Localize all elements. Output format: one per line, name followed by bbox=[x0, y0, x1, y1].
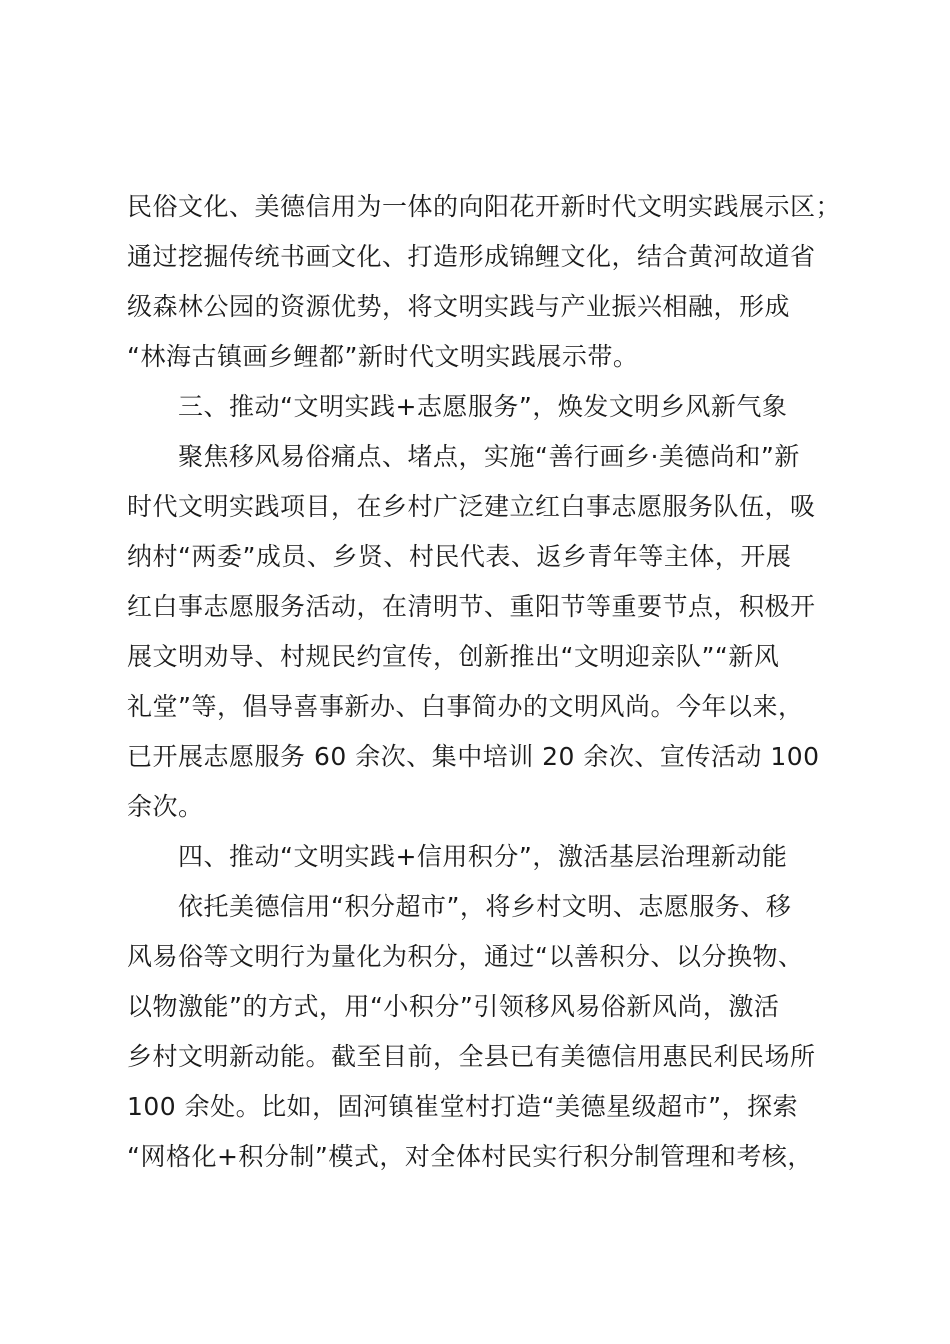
text-line: 余次。 bbox=[127, 792, 204, 821]
text-line: 聚焦移风易俗痛点、堵点，实施“善行画乡·美德尚和”新 bbox=[178, 442, 800, 471]
text-line: 以物激能”的方式，用“小积分”引领移风易俗新风尚，激活 bbox=[127, 992, 780, 1021]
text-line: 展文明劝导、村规民约宣传，创新推出“文明迎亲队”“新风 bbox=[127, 642, 780, 671]
text-line: 纳村“两委”成员、乡贤、村民代表、返乡青年等主体，开展 bbox=[127, 542, 792, 571]
text-line: 红白事志愿服务活动，在清明节、重阳节等重要节点，积极开 bbox=[127, 592, 816, 621]
text-line: 时代文明实践项目，在乡村广泛建立红白事志愿服务队伍，吸 bbox=[127, 492, 816, 521]
text-line: “林海古镇画乡鲤都”新时代文明实践展示带。 bbox=[127, 342, 639, 371]
text-line: 通过挖掘传统书画文化、打造形成锦鲤文化，结合黄河故道省 bbox=[127, 242, 816, 271]
section-heading: 三、推动“文明实践+志愿服务”，焕发文明乡风新气象 bbox=[178, 392, 788, 421]
text-line: 民俗文化、美德信用为一体的向阳花开新时代文明实践展示区； bbox=[127, 192, 842, 221]
text-line: 风易俗等文明行为量化为积分，通过“以善积分、以分换物、 bbox=[127, 942, 804, 971]
text-line: 依托美德信用“积分超市”，将乡村文明、志愿服务、移 bbox=[178, 892, 792, 921]
text-line: 级森林公园的资源优势，将文明实践与产业振兴相融，形成 bbox=[127, 292, 791, 321]
section-heading: 四、推动“文明实践+信用积分”，激活基层治理新动能 bbox=[178, 842, 788, 871]
text-line: 已开展志愿服务 60 余次、集中培训 20 余次、宣传活动 100 bbox=[127, 742, 820, 771]
text-line: 礼堂”等，倡导喜事新办、白事简办的文明风尚。今年以来， bbox=[127, 692, 804, 721]
text-line: 100 余处。比如，固河镇崔堂村打造“美德星级超市”，探索 bbox=[127, 1092, 799, 1121]
text-line: “网格化+积分制”模式，对全体村民实行积分制管理和考核， bbox=[127, 1142, 813, 1171]
text-line: 乡村文明新动能。截至目前，全县已有美德信用惠民利民场所 bbox=[127, 1042, 816, 1071]
